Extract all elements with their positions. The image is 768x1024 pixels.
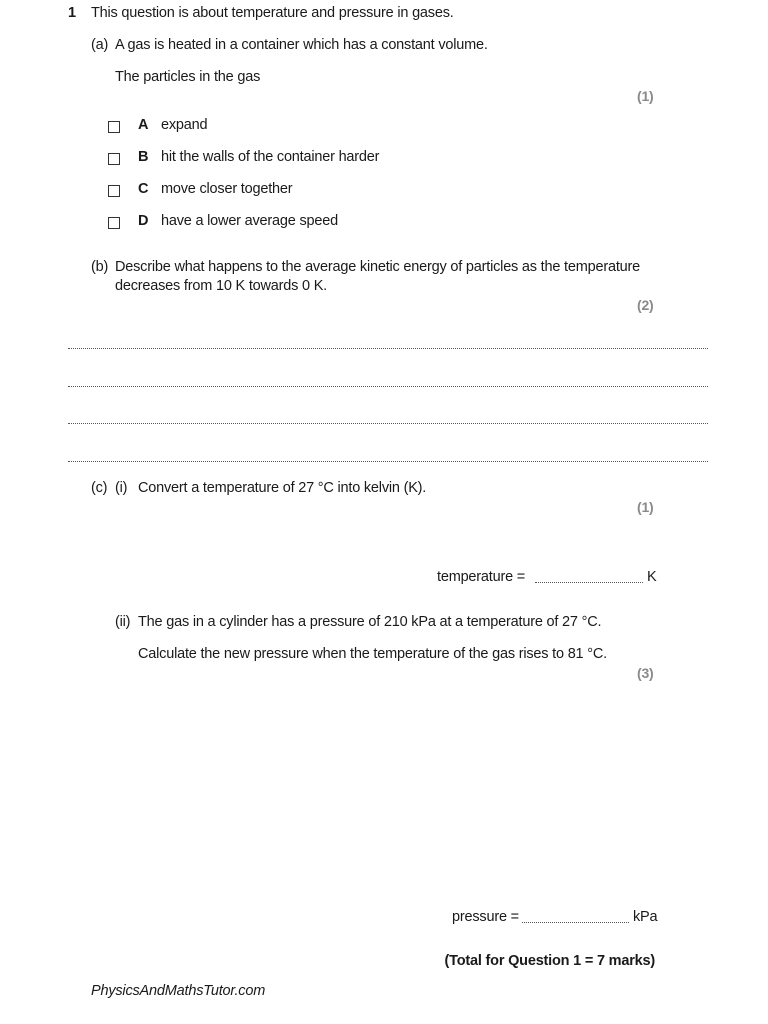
part-b-label: (b) <box>91 259 109 275</box>
part-b-line1: Describe what happens to the average kinetic energy of particles as the temperature <box>115 259 641 275</box>
footer-source: PhysicsAndMathsTutor.com <box>91 983 266 999</box>
option-d-text: have a lower average speed <box>161 213 338 229</box>
total-marks: (Total for Question 1 = 7 marks) <box>444 953 655 969</box>
temperature-answer-label: temperature = <box>437 569 526 585</box>
option-a-checkbox[interactable] <box>108 121 120 133</box>
option-c-text: move closer together <box>161 181 293 197</box>
part-c-i-marks: (1) <box>637 499 654 515</box>
option-b-checkbox[interactable] <box>108 153 120 165</box>
part-c-i-label: (i) <box>115 480 128 496</box>
option-d-letter: D <box>138 213 149 229</box>
pressure-answer-label: pressure = <box>452 909 519 925</box>
option-d-checkbox[interactable] <box>108 217 120 229</box>
temperature-answer-field[interactable] <box>535 571 643 583</box>
temperature-answer-unit: K <box>647 569 657 585</box>
part-a-marks: (1) <box>637 88 654 104</box>
part-c-i-text: Convert a temperature of 27 °C into kelvin (K). <box>138 480 427 496</box>
question-number: 1 <box>68 5 76 21</box>
part-c-ii-line1: The gas in a cylinder has a pressure of 210 kPa at a temperature of 27 °C. <box>138 614 602 630</box>
answer-line-2[interactable] <box>68 386 708 387</box>
answer-line-3[interactable] <box>68 423 708 424</box>
part-a-label: (a) <box>91 37 109 53</box>
option-c-letter: C <box>138 181 149 197</box>
option-a-text: expand <box>161 117 208 133</box>
part-c-ii-marks: (3) <box>637 665 654 681</box>
part-c-ii-line2: Calculate the new pressure when the temperature of the gas rises to 81 °C. <box>138 646 607 662</box>
part-c-ii-label: (ii) <box>115 614 131 630</box>
part-a-stem: The particles in the gas <box>115 69 261 85</box>
part-a-text: A gas is heated in a container which has a constant volume. <box>115 37 488 53</box>
option-b-letter: B <box>138 149 149 165</box>
option-a-letter: A <box>138 117 149 133</box>
part-c-label: (c) <box>91 480 108 496</box>
option-c-checkbox[interactable] <box>108 185 120 197</box>
pressure-answer-unit: kPa <box>633 909 658 925</box>
pressure-answer-field[interactable] <box>522 911 629 923</box>
part-b-marks: (2) <box>637 297 654 313</box>
option-b-text: hit the walls of the container harder <box>161 149 380 165</box>
answer-line-1[interactable] <box>68 348 708 349</box>
question-intro: This question is about temperature and pressure in gases. <box>91 5 454 21</box>
answer-line-4[interactable] <box>68 461 708 462</box>
part-b-line2: decreases from 10 K towards 0 K. <box>115 278 328 294</box>
